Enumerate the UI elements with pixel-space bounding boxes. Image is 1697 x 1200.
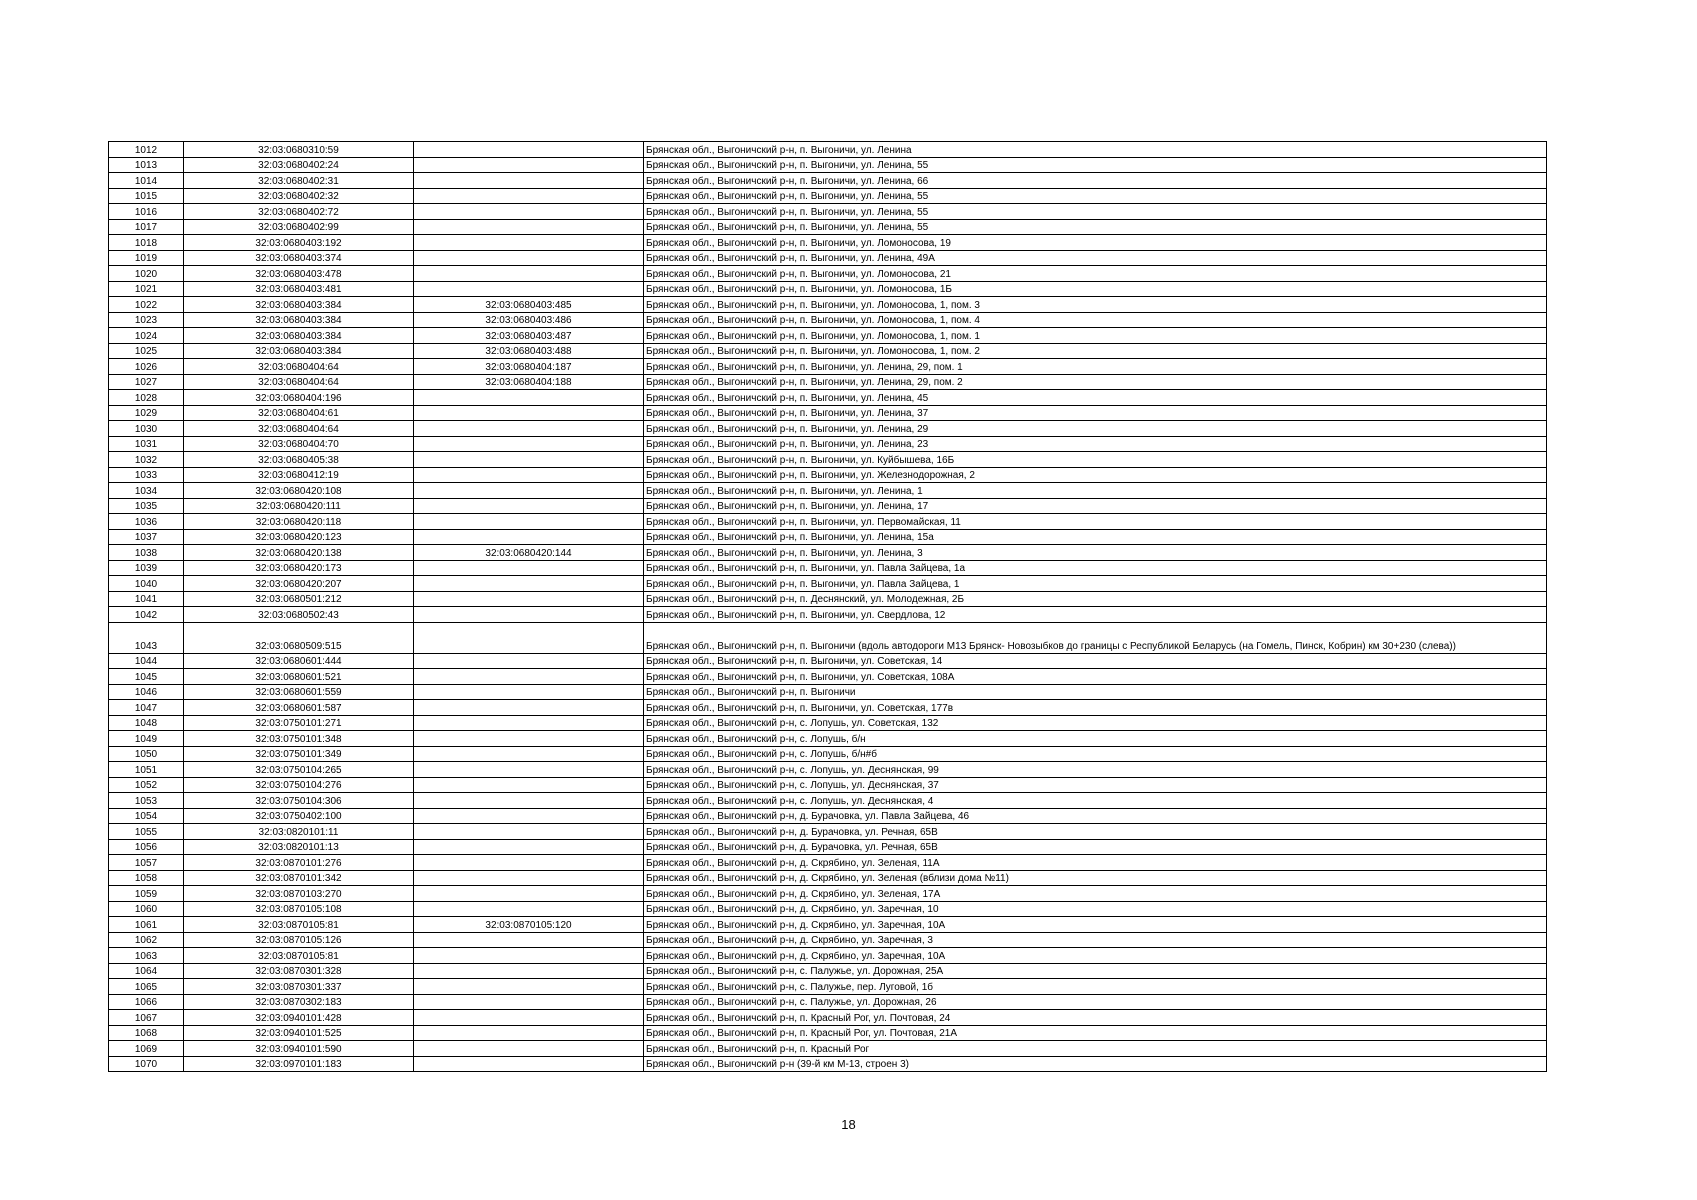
- sub-cadastral-number-cell: [414, 777, 644, 793]
- table-row: [109, 1041, 1547, 1057]
- cadastral-number-cell: 32:03:0870101:342: [184, 870, 414, 886]
- row-number-cell: 1012: [109, 142, 184, 158]
- table-row: [109, 684, 1547, 700]
- table-row: [109, 870, 1547, 886]
- sub-cadastral-number-cell: [414, 653, 644, 669]
- row-number-cell: 1013: [109, 157, 184, 173]
- cadastral-number-cell: 32:03:0680501:212: [184, 591, 414, 607]
- row-number-cell: 1049: [109, 731, 184, 747]
- sub-cadastral-number-cell: [414, 421, 644, 437]
- sub-cadastral-number-cell: 32:03:0870105:120: [414, 917, 644, 933]
- cadastral-number-cell: 32:03:0680403:478: [184, 266, 414, 282]
- row-number-cell: 1016: [109, 204, 184, 220]
- address-cell: Брянская обл., Выгоничский р-н, п. Выгоничи, ул. Ломоносова, 1Б: [644, 281, 1547, 297]
- sub-cadastral-number-cell: [414, 173, 644, 189]
- table-row: [109, 297, 1547, 313]
- cadastral-number-cell: 32:03:0680403:384: [184, 343, 414, 359]
- table-row: [109, 157, 1547, 173]
- row-number-cell: 1030: [109, 421, 184, 437]
- address-cell: Брянская обл., Выгоничский р-н, п. Выгоничи, ул. Ломоносова, 1, пом. 3: [644, 297, 1547, 313]
- address-cell: Брянская обл., Выгоничский р-н, д. Скрябино, ул. Зеленая, 17А: [644, 886, 1547, 902]
- cadastral-number-cell: 32:03:0680601:521: [184, 669, 414, 685]
- address-cell: Брянская обл., Выгоничский р-н, п. Выгоничи, ул. Первомайская, 11: [644, 514, 1547, 530]
- table-row: [109, 421, 1547, 437]
- cadastral-number-cell: 32:03:0680404:61: [184, 405, 414, 421]
- row-number-cell: 1037: [109, 529, 184, 545]
- table-row: [109, 901, 1547, 917]
- table-row: [109, 576, 1547, 592]
- table-row: [109, 250, 1547, 266]
- cadastral-number-cell: 32:03:0750104:276: [184, 777, 414, 793]
- cadastral-number-cell: 32:03:0870301:328: [184, 963, 414, 979]
- table-row: [109, 1056, 1547, 1072]
- address-cell: Брянская обл., Выгоничский р-н, д. Бурачовка, ул. Павла Зайцева, 46: [644, 808, 1547, 824]
- sub-cadastral-number-cell: [414, 731, 644, 747]
- address-cell: Брянская обл., Выгоничский р-н, п. Выгоничи, ул. Ломоносова, 1, пом. 4: [644, 312, 1547, 328]
- sub-cadastral-number-cell: [414, 235, 644, 251]
- sub-cadastral-number-cell: [414, 793, 644, 809]
- table-row: [109, 235, 1547, 251]
- sub-cadastral-number-cell: [414, 250, 644, 266]
- address-cell: Брянская обл., Выгоничский р-н, д. Скрябино, ул. Зеленая (вблизи дома №11): [644, 870, 1547, 886]
- table-row: [109, 979, 1547, 995]
- address-cell: Брянская обл., Выгоничский р-н, п. Выгоничи, ул. Ленина, 15а: [644, 529, 1547, 545]
- table-row: [109, 529, 1547, 545]
- cadastral-number-cell: 32:03:0680403:374: [184, 250, 414, 266]
- address-cell: Брянская обл., Выгоничский р-н, п. Выгоничи, ул. Ленина, 1: [644, 483, 1547, 499]
- sub-cadastral-number-cell: [414, 560, 644, 576]
- table-row: [109, 591, 1547, 607]
- table-row: [109, 855, 1547, 871]
- sub-cadastral-number-cell: [414, 390, 644, 406]
- sub-cadastral-number-cell: [414, 932, 644, 948]
- row-number-cell: 1034: [109, 483, 184, 499]
- table-row: [109, 467, 1547, 483]
- cadastral-number-cell: 32:03:0680420:138: [184, 545, 414, 561]
- cadastral-number-cell: 32:03:0680404:196: [184, 390, 414, 406]
- address-cell: Брянская обл., Выгоничский р-н, п. Выгоничи, ул. Советская, 177в: [644, 700, 1547, 716]
- cadastral-number-cell: 32:03:0870105:108: [184, 901, 414, 917]
- address-cell: Брянская обл., Выгоничский р-н, д. Скрябино, ул. Заречная, 10: [644, 901, 1547, 917]
- row-number-cell: 1047: [109, 700, 184, 716]
- row-number-cell: 1045: [109, 669, 184, 685]
- cadastral-number-cell: 32:03:0870103:270: [184, 886, 414, 902]
- table-row: [109, 1010, 1547, 1026]
- sub-cadastral-number-cell: 32:03:0680403:485: [414, 297, 644, 313]
- sub-cadastral-number-cell: 32:03:0680403:488: [414, 343, 644, 359]
- table-row: [109, 777, 1547, 793]
- address-cell: Брянская обл., Выгоничский р-н, п. Деснянский, ул. Молодежная, 2Б: [644, 591, 1547, 607]
- table-row: [109, 669, 1547, 685]
- cadastral-number-cell: 32:03:0750101:348: [184, 731, 414, 747]
- row-number-cell: 1029: [109, 405, 184, 421]
- sub-cadastral-number-cell: 32:03:0680404:188: [414, 374, 644, 390]
- row-number-cell: 1068: [109, 1025, 184, 1041]
- sub-cadastral-number-cell: [414, 870, 644, 886]
- table-row: [109, 452, 1547, 468]
- address-cell: Брянская обл., Выгоничский р-н, п. Выгоничи, ул. Свердлова, 12: [644, 607, 1547, 623]
- row-number-cell: 1018: [109, 235, 184, 251]
- cadastral-number-cell: 32:03:0680402:99: [184, 219, 414, 235]
- sub-cadastral-number-cell: [414, 1041, 644, 1057]
- table-row: [109, 545, 1547, 561]
- table-row: [109, 808, 1547, 824]
- row-number-cell: 1033: [109, 467, 184, 483]
- address-cell: Брянская обл., Выгоничский р-н, п. Выгоничи, ул. Железнодорожная, 2: [644, 467, 1547, 483]
- cadastral-number-cell: 32:03:0870101:276: [184, 855, 414, 871]
- address-cell: Брянская обл., Выгоничский р-н, п. Выгоничи, ул. Ленина, 49А: [644, 250, 1547, 266]
- cadastral-number-cell: 32:03:0680502:43: [184, 607, 414, 623]
- sub-cadastral-number-cell: 32:03:0680403:487: [414, 328, 644, 344]
- sub-cadastral-number-cell: [414, 948, 644, 964]
- sub-cadastral-number-cell: [414, 157, 644, 173]
- sub-cadastral-number-cell: [414, 715, 644, 731]
- sub-cadastral-number-cell: [414, 669, 644, 685]
- row-number-cell: 1017: [109, 219, 184, 235]
- cadastral-number-cell: 32:03:0750104:265: [184, 762, 414, 778]
- sub-cadastral-number-cell: [414, 607, 644, 623]
- cadastral-number-cell: 32:03:0680420:118: [184, 514, 414, 530]
- row-number-cell: 1027: [109, 374, 184, 390]
- cadastral-number-cell: 32:03:0680412:19: [184, 467, 414, 483]
- table-row: [109, 700, 1547, 716]
- sub-cadastral-number-cell: [414, 700, 644, 716]
- address-cell: Брянская обл., Выгоничский р-н, с. Лопушь, ул. Деснянская, 99: [644, 762, 1547, 778]
- table-row: [109, 281, 1547, 297]
- table-row: [109, 312, 1547, 328]
- address-cell: Брянская обл., Выгоничский р-н, с. Лопушь, б/н: [644, 731, 1547, 747]
- cadastral-number-cell: 32:03:0680404:64: [184, 359, 414, 375]
- sub-cadastral-number-cell: [414, 219, 644, 235]
- sub-cadastral-number-cell: [414, 467, 644, 483]
- address-cell: Брянская обл., Выгоничский р-н, п. Выгоничи, ул. Советская, 14: [644, 653, 1547, 669]
- sub-cadastral-number-cell: [414, 576, 644, 592]
- table-row: [109, 359, 1547, 375]
- row-number-cell: 1050: [109, 746, 184, 762]
- address-cell: Брянская обл., Выгоничский р-н, с. Палужье, ул. Дорожная, 26: [644, 994, 1547, 1010]
- row-number-cell: 1026: [109, 359, 184, 375]
- table-row: [109, 483, 1547, 499]
- sub-cadastral-number-cell: [414, 281, 644, 297]
- address-cell: Брянская обл., Выгоничский р-н, п. Выгоничи, ул. Ленина, 55: [644, 157, 1547, 173]
- table-row: [109, 917, 1547, 933]
- sub-cadastral-number-cell: [414, 963, 644, 979]
- cadastral-number-cell: 32:03:0680509:515: [184, 622, 414, 653]
- cadastral-number-cell: 32:03:0680403:384: [184, 328, 414, 344]
- cadastral-number-cell: 32:03:0750101:349: [184, 746, 414, 762]
- cadastral-number-cell: 32:03:0680420:108: [184, 483, 414, 499]
- cadastral-number-cell: 32:03:0870105:81: [184, 948, 414, 964]
- sub-cadastral-number-cell: [414, 1010, 644, 1026]
- address-cell: Брянская обл., Выгоничский р-н, п. Выгоничи, ул. Ленина: [644, 142, 1547, 158]
- cadastral-number-cell: 32:03:0870105:81: [184, 917, 414, 933]
- cadastral-number-cell: 32:03:0680404:70: [184, 436, 414, 452]
- row-number-cell: 1015: [109, 188, 184, 204]
- sub-cadastral-number-cell: [414, 824, 644, 840]
- row-number-cell: 1023: [109, 312, 184, 328]
- sub-cadastral-number-cell: [414, 514, 644, 530]
- row-number-cell: 1069: [109, 1041, 184, 1057]
- address-cell: Брянская обл., Выгоничский р-н, п. Красный Рог, ул. Почтовая, 24: [644, 1010, 1547, 1026]
- sub-cadastral-number-cell: [414, 452, 644, 468]
- table-row: [109, 204, 1547, 220]
- table-row: [109, 731, 1547, 747]
- table-row: [109, 994, 1547, 1010]
- sub-cadastral-number-cell: [414, 762, 644, 778]
- address-cell: Брянская обл., Выгоничский р-н, п. Выгоничи, ул. Ленина, 66: [644, 173, 1547, 189]
- cadastral-number-cell: 32:03:0680601:559: [184, 684, 414, 700]
- row-number-cell: 1040: [109, 576, 184, 592]
- table-row: [109, 886, 1547, 902]
- address-cell: Брянская обл., Выгоничский р-н, п. Выгоничи (вдоль автодороги М13 Брянск- Новозыбков до границы с Республикой Беларусь (на Гомель, Пинск, Кобрин) км 30+230 (слева)): [644, 622, 1547, 653]
- address-cell: Брянская обл., Выгоничский р-н, д. Скрябино, ул. Заречная, 10А: [644, 948, 1547, 964]
- table-row: [109, 219, 1547, 235]
- cadastral-number-cell: 32:03:0680402:24: [184, 157, 414, 173]
- table-row: [109, 948, 1547, 964]
- address-cell: Брянская обл., Выгоничский р-н, п. Выгоничи, ул. Ленина, 3: [644, 545, 1547, 561]
- cadastral-number-cell: 32:03:0680601:587: [184, 700, 414, 716]
- row-number-cell: 1046: [109, 684, 184, 700]
- sub-cadastral-number-cell: [414, 483, 644, 499]
- address-cell: Брянская обл., Выгоничский р-н, д. Бурачовка, ул. Речная, 65В: [644, 839, 1547, 855]
- row-number-cell: 1038: [109, 545, 184, 561]
- row-number-cell: 1060: [109, 901, 184, 917]
- table-row: [109, 746, 1547, 762]
- table-row: [109, 266, 1547, 282]
- cadastral-number-cell: 32:03:0750104:306: [184, 793, 414, 809]
- row-number-cell: 1024: [109, 328, 184, 344]
- row-number-cell: 1032: [109, 452, 184, 468]
- row-number-cell: 1051: [109, 762, 184, 778]
- row-number-cell: 1022: [109, 297, 184, 313]
- table-row: [109, 560, 1547, 576]
- table-row: [109, 498, 1547, 514]
- address-cell: Брянская обл., Выгоничский р-н, п. Выгоничи, ул. Ленина, 55: [644, 188, 1547, 204]
- row-number-cell: 1031: [109, 436, 184, 452]
- row-number-cell: 1061: [109, 917, 184, 933]
- page-number: 18: [841, 1117, 856, 1132]
- address-cell: Брянская обл., Выгоничский р-н, д. Скрябино, ул. Заречная, 10А: [644, 917, 1547, 933]
- sub-cadastral-number-cell: 32:03:0680404:187: [414, 359, 644, 375]
- table-row: [109, 607, 1547, 623]
- table-row: [109, 963, 1547, 979]
- address-cell: Брянская обл., Выгоничский р-н, д. Скрябино, ул. Заречная, 3: [644, 932, 1547, 948]
- cadastral-number-cell: 32:03:0940101:525: [184, 1025, 414, 1041]
- cadastral-number-cell: 32:03:0680403:481: [184, 281, 414, 297]
- address-cell: Брянская обл., Выгоничский р-н, п. Выгоничи: [644, 684, 1547, 700]
- address-cell: Брянская обл., Выгоничский р-н, п. Красный Рог, ул. Почтовая, 21А: [644, 1025, 1547, 1041]
- table-row: [109, 173, 1547, 189]
- cadastral-number-cell: 32:03:0680601:444: [184, 653, 414, 669]
- address-cell: Брянская обл., Выгоничский р-н, п. Выгоничи, ул. Ломоносова, 1, пом. 2: [644, 343, 1547, 359]
- registry-table: [108, 141, 1547, 1072]
- cadastral-number-cell: 32:03:0680420:207: [184, 576, 414, 592]
- sub-cadastral-number-cell: [414, 142, 644, 158]
- address-cell: Брянская обл., Выгоничский р-н, п. Выгоничи, ул. Ломоносова, 19: [644, 235, 1547, 251]
- sub-cadastral-number-cell: 32:03:0680403:486: [414, 312, 644, 328]
- row-number-cell: 1066: [109, 994, 184, 1010]
- address-cell: Брянская обл., Выгоничский р-н (39-й км М-13, строен 3): [644, 1056, 1547, 1072]
- cadastral-number-cell: 32:03:0680420:173: [184, 560, 414, 576]
- row-number-cell: 1035: [109, 498, 184, 514]
- table-row: [109, 343, 1547, 359]
- address-cell: Брянская обл., Выгоничский р-н, п. Выгоничи, ул. Ленина, 29: [644, 421, 1547, 437]
- table-row: [109, 622, 1547, 653]
- row-number-cell: 1070: [109, 1056, 184, 1072]
- table-row: [109, 328, 1547, 344]
- table-row: [109, 1025, 1547, 1041]
- sub-cadastral-number-cell: [414, 994, 644, 1010]
- row-number-cell: 1057: [109, 855, 184, 871]
- table-row: [109, 142, 1547, 158]
- row-number-cell: 1014: [109, 173, 184, 189]
- cadastral-number-cell: 32:03:0680310:59: [184, 142, 414, 158]
- sub-cadastral-number-cell: [414, 855, 644, 871]
- sub-cadastral-number-cell: [414, 901, 644, 917]
- address-cell: Брянская обл., Выгоничский р-н, д. Скрябино, ул. Зеленая, 11А: [644, 855, 1547, 871]
- address-cell: Брянская обл., Выгоничский р-н, п. Выгоничи, ул. Советская, 108А: [644, 669, 1547, 685]
- address-cell: Брянская обл., Выгоничский р-н, п. Выгоничи, ул. Ломоносова, 1, пом. 1: [644, 328, 1547, 344]
- table-row: [109, 188, 1547, 204]
- table-row: [109, 436, 1547, 452]
- row-number-cell: 1054: [109, 808, 184, 824]
- address-cell: Брянская обл., Выгоничский р-н, с. Лопушь, ул. Деснянская, 37: [644, 777, 1547, 793]
- row-number-cell: 1039: [109, 560, 184, 576]
- sub-cadastral-number-cell: [414, 266, 644, 282]
- row-number-cell: 1025: [109, 343, 184, 359]
- sub-cadastral-number-cell: [414, 204, 644, 220]
- cadastral-number-cell: 32:03:0680403:192: [184, 235, 414, 251]
- row-number-cell: 1062: [109, 932, 184, 948]
- row-number-cell: 1067: [109, 1010, 184, 1026]
- address-cell: Брянская обл., Выгоничский р-н, п. Выгоничи, ул. Ленина, 45: [644, 390, 1547, 406]
- address-cell: Брянская обл., Выгоничский р-н, с. Лопушь, б/н#б: [644, 746, 1547, 762]
- table-row: [109, 374, 1547, 390]
- sub-cadastral-number-cell: [414, 746, 644, 762]
- table-row: [109, 932, 1547, 948]
- address-cell: Брянская обл., Выгоничский р-н, п. Выгоничи, ул. Ленина, 37: [644, 405, 1547, 421]
- row-number-cell: 1036: [109, 514, 184, 530]
- cadastral-number-cell: 32:03:0940101:428: [184, 1010, 414, 1026]
- cadastral-number-cell: 32:03:0870302:183: [184, 994, 414, 1010]
- cadastral-number-cell: 32:03:0680403:384: [184, 297, 414, 313]
- row-number-cell: 1059: [109, 886, 184, 902]
- sub-cadastral-number-cell: [414, 591, 644, 607]
- sub-cadastral-number-cell: [414, 622, 644, 653]
- row-number-cell: 1065: [109, 979, 184, 995]
- cadastral-number-cell: 32:03:0750402:100: [184, 808, 414, 824]
- address-cell: Брянская обл., Выгоничский р-н, с. Лопушь, ул. Деснянская, 4: [644, 793, 1547, 809]
- address-cell: Брянская обл., Выгоничский р-н, п. Выгоничи, ул. Куйбышева, 16Б: [644, 452, 1547, 468]
- cadastral-number-cell: 32:03:0870105:126: [184, 932, 414, 948]
- row-number-cell: 1053: [109, 793, 184, 809]
- cadastral-number-cell: 32:03:0680402:72: [184, 204, 414, 220]
- cadastral-number-cell: 32:03:0680404:64: [184, 421, 414, 437]
- sub-cadastral-number-cell: [414, 405, 644, 421]
- sub-cadastral-number-cell: [414, 529, 644, 545]
- cadastral-number-cell: 32:03:0970101:183: [184, 1056, 414, 1072]
- address-cell: Брянская обл., Выгоничский р-н, с. Палужье, пер. Луговой, 1б: [644, 979, 1547, 995]
- sub-cadastral-number-cell: [414, 886, 644, 902]
- address-cell: Брянская обл., Выгоничский р-н, п. Выгоничи, ул. Ленина, 17: [644, 498, 1547, 514]
- sub-cadastral-number-cell: [414, 1056, 644, 1072]
- cadastral-number-cell: 32:03:0750101:271: [184, 715, 414, 731]
- cadastral-number-cell: 32:03:0820101:11: [184, 824, 414, 840]
- address-cell: Брянская обл., Выгоничский р-н, п. Выгоничи, ул. Ленина, 23: [644, 436, 1547, 452]
- row-number-cell: 1048: [109, 715, 184, 731]
- table-row: [109, 653, 1547, 669]
- sub-cadastral-number-cell: [414, 808, 644, 824]
- address-cell: Брянская обл., Выгоничский р-н, с. Лопушь, ул. Советская, 132: [644, 715, 1547, 731]
- sub-cadastral-number-cell: [414, 436, 644, 452]
- cadastral-number-cell: 32:03:0680405:38: [184, 452, 414, 468]
- row-number-cell: 1058: [109, 870, 184, 886]
- table-row: [109, 514, 1547, 530]
- sub-cadastral-number-cell: [414, 1025, 644, 1041]
- table-row: [109, 793, 1547, 809]
- address-cell: Брянская обл., Выгоничский р-н, п. Выгоничи, ул. Ленина, 29, пом. 1: [644, 359, 1547, 375]
- cadastral-number-cell: 32:03:0680402:32: [184, 188, 414, 204]
- address-cell: Брянская обл., Выгоничский р-н, п. Красный Рог: [644, 1041, 1547, 1057]
- row-number-cell: 1020: [109, 266, 184, 282]
- row-number-cell: 1019: [109, 250, 184, 266]
- cadastral-number-cell: 32:03:0680404:64: [184, 374, 414, 390]
- address-cell: Брянская обл., Выгоничский р-н, с. Палужье, ул. Дорожная, 25А: [644, 963, 1547, 979]
- address-cell: Брянская обл., Выгоничский р-н, п. Выгоничи, ул. Ленина, 55: [644, 204, 1547, 220]
- table-row: [109, 405, 1547, 421]
- address-cell: Брянская обл., Выгоничский р-н, п. Выгоничи, ул. Павла Зайцева, 1а: [644, 560, 1547, 576]
- sub-cadastral-number-cell: [414, 498, 644, 514]
- table-row: [109, 715, 1547, 731]
- address-cell: Брянская обл., Выгоничский р-н, д. Бурачовка, ул. Речная, 65В: [644, 824, 1547, 840]
- address-cell: Брянская обл., Выгоничский р-н, п. Выгоничи, ул. Ломоносова, 21: [644, 266, 1547, 282]
- cadastral-number-cell: 32:03:0680403:384: [184, 312, 414, 328]
- table-row: [109, 762, 1547, 778]
- row-number-cell: 1052: [109, 777, 184, 793]
- row-number-cell: 1042: [109, 607, 184, 623]
- sub-cadastral-number-cell: [414, 188, 644, 204]
- sub-cadastral-number-cell: 32:03:0680420:144: [414, 545, 644, 561]
- sub-cadastral-number-cell: [414, 979, 644, 995]
- table-row: [109, 839, 1547, 855]
- address-cell: Брянская обл., Выгоничский р-н, п. Выгоничи, ул. Ленина, 55: [644, 219, 1547, 235]
- address-cell: Брянская обл., Выгоничский р-н, п. Выгоничи, ул. Павла Зайцева, 1: [644, 576, 1547, 592]
- cadastral-number-cell: 32:03:0940101:590: [184, 1041, 414, 1057]
- row-number-cell: 1021: [109, 281, 184, 297]
- cadastral-number-cell: 32:03:0680402:31: [184, 173, 414, 189]
- row-number-cell: 1041: [109, 591, 184, 607]
- registry-table-body: [109, 142, 1547, 1072]
- sub-cadastral-number-cell: [414, 839, 644, 855]
- row-number-cell: 1064: [109, 963, 184, 979]
- cadastral-number-cell: 32:03:0820101:13: [184, 839, 414, 855]
- row-number-cell: 1044: [109, 653, 184, 669]
- address-cell: Брянская обл., Выгоничский р-н, п. Выгоничи, ул. Ленина, 29, пом. 2: [644, 374, 1547, 390]
- row-number-cell: 1056: [109, 839, 184, 855]
- table-row: [109, 390, 1547, 406]
- cadastral-number-cell: 32:03:0680420:111: [184, 498, 414, 514]
- row-number-cell: 1055: [109, 824, 184, 840]
- row-number-cell: 1063: [109, 948, 184, 964]
- cadastral-number-cell: 32:03:0870301:337: [184, 979, 414, 995]
- sub-cadastral-number-cell: [414, 684, 644, 700]
- row-number-cell: 1043: [109, 622, 184, 653]
- row-number-cell: 1028: [109, 390, 184, 406]
- cadastral-number-cell: 32:03:0680420:123: [184, 529, 414, 545]
- table-row: [109, 824, 1547, 840]
